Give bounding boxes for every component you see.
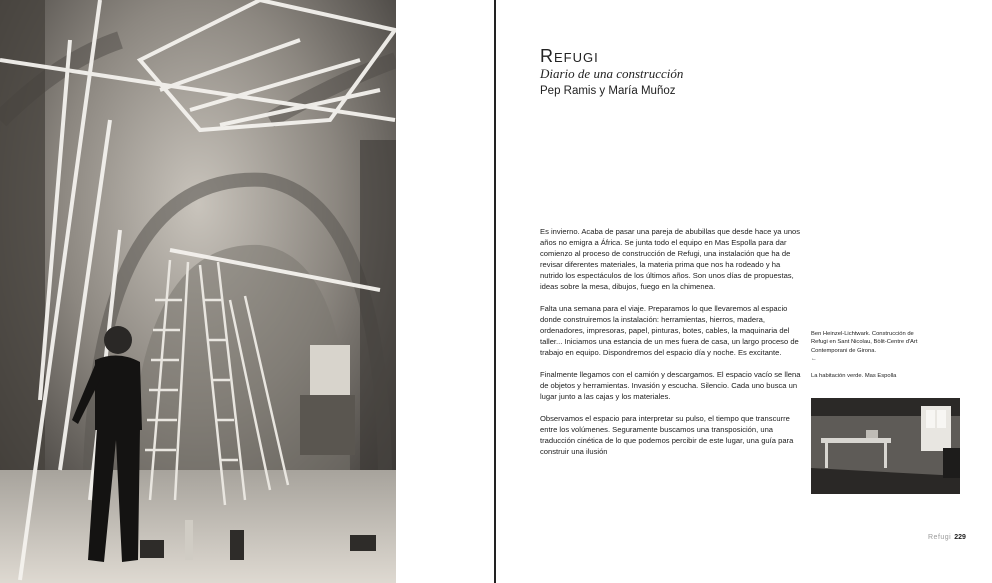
caption-line: Contemporani de Girona. <box>811 347 877 354</box>
page-folio <box>928 534 966 541</box>
body-text <box>540 226 802 468</box>
left-page-margin <box>396 0 495 583</box>
paragraph-1: Es invierno. Acaba de pasar una pareja de abubillas que desde hace ya unos años no emigra a África. Se junta todo el equipo en Mas Espolla para dar comienzo al proceso de construcción de Refugi, una instalación que ha de revisar diferentes materiales, la materia prima que nos ha rodeado y ha nutrido los espectáculos de los últimos años. Son unos días de propuestas, ideas sobre la mesa, dibujos, fuego en la chimenea. <box>540 227 801 291</box>
caption-arrow: ← <box>811 356 817 363</box>
spine-divider <box>494 0 496 583</box>
paragraph-2: Falta una semana para el viaje. Preparamos lo que llevaremos al espacio donde construiremos la instalación: herramientas, hierros, madera, ordenadores, impresoras, papel, pinturas, botes, cables, la maquinaria del taller... Iniciamos una estancia de un mes fuera de casa, un largo proceso de trabajo en equipo. Dispondremos del espacio día y noche. Es excitante. <box>540 304 799 357</box>
running-head: Refugi <box>928 534 952 541</box>
article-authors: Pep Ramis y María Muñoz <box>540 85 676 97</box>
room-photograph <box>811 398 960 494</box>
page-number: 229 <box>954 534 966 541</box>
photo-caption <box>811 330 961 380</box>
paragraph-3: Finalmente llegamos con el camión y descargamos. El espacio vacío se llena de objetos y herramientas. Invasión y escucha. Silencio. Cada uno busca un lugar junto a las cajas y los materiales. <box>540 370 801 401</box>
article-subtitle: Diario de una construcción <box>540 66 684 81</box>
caption-line: Ben Heinzel-Lichtwark. Construcción de <box>811 331 914 337</box>
paragraph-4: Observamos el espacio para interpretar su pulso, el tiempo que transcurre entre los volúmenes. Seguramente buscamos una transposición, una traducción cinética de lo que podemos percibir de este lugar, una guía para construir una ilusión <box>540 414 794 456</box>
main-photograph <box>0 0 396 583</box>
caption-line: La habitación verde. Mas Espolla <box>811 372 897 379</box>
article-title: Refugi <box>540 46 599 66</box>
caption-line: Refugi en Sant Nicolau, Bòlit-Centre d'Art <box>811 339 918 346</box>
